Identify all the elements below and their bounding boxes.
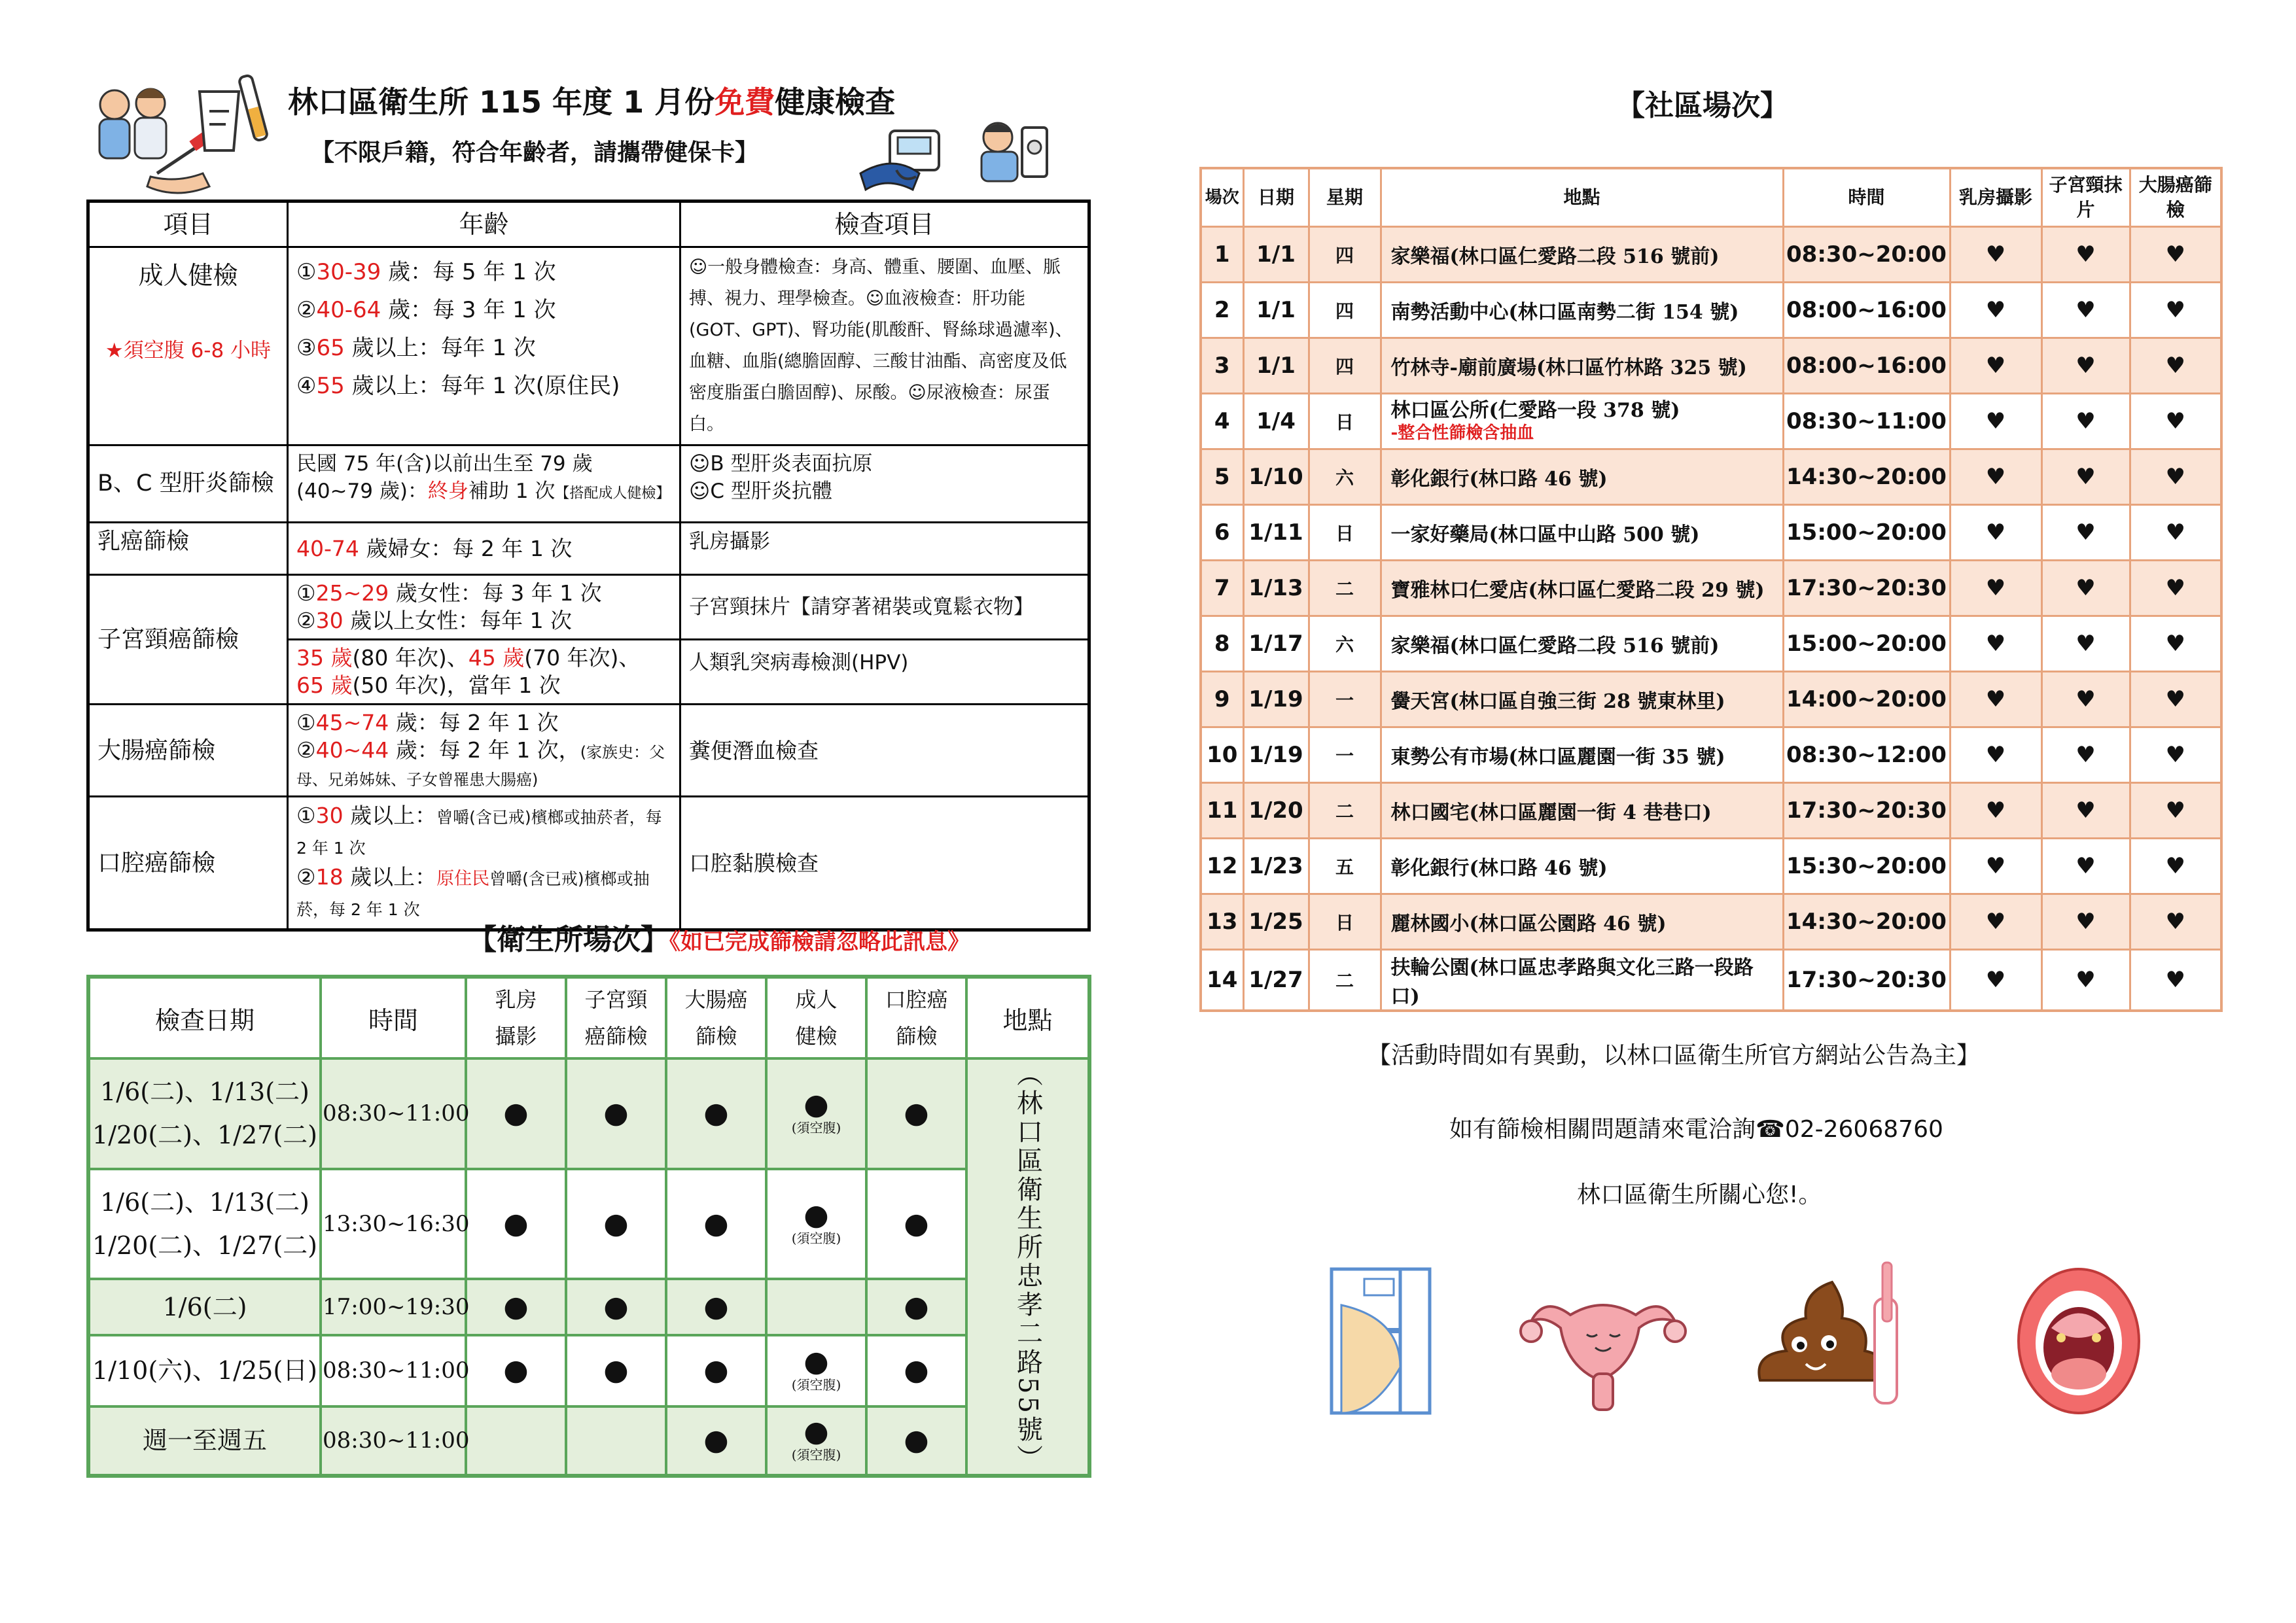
comm-place: 彰化銀行(林口路 46 號) <box>1381 839 1783 894</box>
comm-no: 8 <box>1201 616 1243 672</box>
comm-place: 扶輪公園(林口區忠孝路與文化三路一段路口) <box>1381 950 1783 1011</box>
comm-no: 11 <box>1201 783 1243 839</box>
exam-name-oral: 口腔癌篩檢 <box>88 797 288 930</box>
exam-row-colon <box>88 705 1089 797</box>
adult-age-2: ②40-64 歲：每 3 年 1 次 <box>296 297 556 323</box>
comm-no: 14 <box>1201 950 1243 1011</box>
page-title <box>288 79 895 122</box>
community-row <box>1201 505 2221 561</box>
cervical-item-1: 子宮頸抹片【請穿著裙裝或寬鬆衣物】 <box>680 575 1089 640</box>
adult-items: ☺一般身體檢查：身高、體重、腰圍、血壓、脈搏、視力、理學檢查。☺血液檢查：肝功能(GOT、GPT)、腎功能(肌酸酐、腎絲球過濾率)、血糖、血脂(總膽固醇、三酸甘油酯、高密度及低密度脂蛋白膽固醇)、尿酸。☺尿液檢查：尿蛋白。 <box>680 247 1089 445</box>
exam-name-hepatitis: B、C 型肝炎篩檢 <box>88 445 288 523</box>
comm-date: 1/25 <box>1243 894 1309 950</box>
comm-date: 1/1 <box>1243 338 1309 394</box>
exam-name-breast: 乳癌篩檢 <box>88 523 288 575</box>
heart-icon: ♥ <box>2041 505 2130 561</box>
exam-table <box>86 200 1091 932</box>
community-row <box>1201 672 2221 727</box>
heart-icon: ♥ <box>1950 727 2041 783</box>
clinic-mark: ● <box>866 1169 966 1280</box>
oral-age-1: ①30 歲以上：曾嚼(含已戒)檳榔或抽菸者，每 2 年 1 次 <box>296 803 662 858</box>
cervical-item-2: 人類乳突病毒檢測(HPV) <box>680 640 1089 705</box>
comm-weekday: 四 <box>1309 283 1381 338</box>
clinic-mark: ● <box>466 1279 566 1335</box>
clinic-header-oral: 口腔癌 篩檢 <box>866 977 966 1058</box>
comm-place: 彰化銀行(林口路 46 號) <box>1381 449 1783 505</box>
clinic-row <box>88 1058 1089 1169</box>
exam-header-item: 項目 <box>88 201 288 247</box>
notice-text: 【活動時間如有異動，以林口區衛生所官方網站公告為主】 <box>1368 1042 1981 1069</box>
heart-icon: ♥ <box>1950 561 2041 616</box>
exam-row-hepatitis <box>88 445 1089 523</box>
clinic-header-time: 時間 <box>321 977 466 1058</box>
heart-icon: ♥ <box>2041 839 2130 894</box>
heart-icon: ♥ <box>1950 616 2041 672</box>
oral-age-2: ②18 歲以上：原住民曾嚼(含已戒)檳榔或抽菸，每 2 年 1 次 <box>296 864 650 919</box>
comm-time: 14:30~20:00 <box>1783 449 1950 505</box>
breast-age: 40-74 歲婦女：每 2 年 1 次 <box>288 523 680 575</box>
clinic-header-breast: 乳房 攝影 <box>466 977 566 1058</box>
uterus-icon <box>1518 1276 1688 1413</box>
exam-row-breast <box>88 523 1089 575</box>
comm-no: 12 <box>1201 839 1243 894</box>
clinic-time: 13:30~16:30 <box>321 1169 466 1280</box>
heart-icon: ♥ <box>1950 283 2041 338</box>
heart-icon: ♥ <box>1950 783 2041 839</box>
comm-no: 1 <box>1201 227 1243 283</box>
cervical-age-1: ①25~29 歲女性：每 3 年 1 次 <box>296 580 602 606</box>
title-suffix: 健康檢查 <box>775 84 896 120</box>
contact-text: 如有篩檢相關問題請來電洽詢☎02-26068760 <box>1449 1116 1943 1143</box>
comm-time: 17:30~20:30 <box>1783 950 1950 1011</box>
heart-icon: ♥ <box>2041 227 2130 283</box>
heart-icon: ♥ <box>2130 894 2221 950</box>
clinic-mark: ● <box>866 1058 966 1169</box>
exam-name-cervical: 子宮頸癌篩檢 <box>88 575 288 705</box>
community-row <box>1201 449 2221 505</box>
oral-item: 口腔黏膜檢查 <box>680 797 1089 930</box>
comm-time: 08:00~16:00 <box>1783 283 1950 338</box>
hep-item-2: ☺C 型肝炎抗體 <box>689 480 832 503</box>
comm-no: 7 <box>1201 561 1243 616</box>
comm-header-colon: 大腸癌篩檢 <box>2130 168 2221 227</box>
comm-weekday: 六 <box>1309 449 1381 505</box>
heart-icon: ♥ <box>1950 338 2041 394</box>
heart-icon: ♥ <box>2130 839 2221 894</box>
community-title: 【社區場次】 <box>1616 89 1789 122</box>
heart-icon: ♥ <box>2041 338 2130 394</box>
clinic-mark: ● <box>866 1279 966 1335</box>
comm-weekday: 二 <box>1309 561 1381 616</box>
community-row <box>1201 394 2221 449</box>
heart-icon: ♥ <box>2130 950 2221 1011</box>
clinic-date: 1/6(二)、1/13(二) 1/20(二)、1/27(二) <box>88 1058 321 1169</box>
comm-time: 15:00~20:00 <box>1783 505 1950 561</box>
clinic-mark: ● (須空腹) <box>766 1058 866 1169</box>
exam-row-cervical <box>88 575 1089 640</box>
comm-header-place: 地點 <box>1381 168 1783 227</box>
colon-age-1: ①45~74 歲：每 2 年 1 次 <box>296 710 559 735</box>
heart-icon: ♥ <box>1950 227 2041 283</box>
community-schedule-table <box>1199 167 2223 1012</box>
clinic-mark: ● <box>866 1406 966 1476</box>
title-prefix: 林口區衛生所 115 年度 1 月份 <box>288 84 715 120</box>
comm-weekday: 四 <box>1309 227 1381 283</box>
comm-place: 東勢公有市場(林口區麗園一街 35 號) <box>1381 727 1783 783</box>
heart-icon: ♥ <box>2130 727 2221 783</box>
clinic-time: 08:30~11:00 <box>321 1335 466 1406</box>
clinic-time: 17:00~19:30 <box>321 1279 466 1335</box>
comm-header-weekday: 星期 <box>1309 168 1381 227</box>
exam-row-oral <box>88 797 1089 930</box>
comm-place: 林口區公所(仁愛路一段 378 號) -整合性篩檢含抽血 <box>1381 394 1783 449</box>
comm-weekday: 一 <box>1309 727 1381 783</box>
clinic-mark: ● <box>666 1406 766 1476</box>
comm-date: 1/4 <box>1243 394 1309 449</box>
exam-header-age: 年齡 <box>288 201 680 247</box>
comm-header-time: 時間 <box>1783 168 1950 227</box>
comm-no: 13 <box>1201 894 1243 950</box>
heart-icon: ♥ <box>2041 561 2130 616</box>
comm-weekday: 二 <box>1309 783 1381 839</box>
comm-time: 17:30~20:30 <box>1783 783 1950 839</box>
heart-icon: ♥ <box>1950 394 2041 449</box>
clinic-mark: ● (須空腹) <box>766 1335 866 1406</box>
comm-weekday: 二 <box>1309 950 1381 1011</box>
comm-place: 一家好藥局(林口區中山路 500 號) <box>1381 505 1783 561</box>
comm-weekday: 日 <box>1309 894 1381 950</box>
care-text: 林口區衛生所關心您!。 <box>1577 1181 1822 1208</box>
clinic-schedule-table <box>86 975 1091 1478</box>
clinic-mark: ● <box>666 1335 766 1406</box>
comm-no: 6 <box>1201 505 1243 561</box>
comm-date: 1/13 <box>1243 561 1309 616</box>
exam-name-adult: 成人健檢 <box>138 261 238 290</box>
heart-icon: ♥ <box>2041 672 2130 727</box>
comm-date: 1/19 <box>1243 727 1309 783</box>
page-subtitle: 【不限戶籍，符合年齡者，請攜帶健保卡】 <box>311 139 759 166</box>
cervical-age-2: ②30 歲以上女性：每年 1 次 <box>296 608 573 633</box>
clinic-row <box>88 1406 1089 1476</box>
exam-header-content: 檢查項目 <box>680 201 1089 247</box>
clinic-mark: ● <box>666 1058 766 1169</box>
heart-icon: ♥ <box>2130 616 2221 672</box>
comm-no: 4 <box>1201 394 1243 449</box>
clinic-mark: ● <box>466 1169 566 1280</box>
heart-icon: ♥ <box>1950 950 2041 1011</box>
heart-icon: ♥ <box>2041 950 2130 1011</box>
comm-date: 1/20 <box>1243 783 1309 839</box>
comm-date: 1/23 <box>1243 839 1309 894</box>
heart-icon: ♥ <box>2130 283 2221 338</box>
comm-weekday: 日 <box>1309 394 1381 449</box>
comm-time: 15:30~20:00 <box>1783 839 1950 894</box>
mammography-icon <box>1328 1266 1433 1416</box>
hpv-age: 35 歲(80 年次)、45 歲(70 年次)、 65 歲(50 年次)，當年 1 次 <box>288 640 680 705</box>
comm-header-breast: 乳房攝影 <box>1950 168 2041 227</box>
comm-time: 08:30~12:00 <box>1783 727 1950 783</box>
comm-time: 08:30~20:00 <box>1783 227 1950 283</box>
title-free: 免費 <box>715 84 775 120</box>
comm-weekday: 一 <box>1309 672 1381 727</box>
community-row <box>1201 894 2221 950</box>
comm-place: 南勢活動中心(林口區南勢二街 154 號) <box>1381 283 1783 338</box>
heart-icon: ♥ <box>2130 394 2221 449</box>
clinic-header-adult: 成人 健檢 <box>766 977 866 1058</box>
hep-item-1: ☺B 型肝炎表面抗原 <box>689 452 873 476</box>
community-row <box>1201 616 2221 672</box>
comm-weekday: 五 <box>1309 839 1381 894</box>
comm-no: 10 <box>1201 727 1243 783</box>
clinic-mark <box>766 1279 866 1335</box>
heart-icon: ♥ <box>2041 616 2130 672</box>
clinic-mark: ● <box>666 1279 766 1335</box>
clinic-title: 【衛生所場次】《如已完成篩檢請忽略此訊息》 <box>468 923 970 956</box>
hep-age-1: 民國 75 年(含)以前出生至 79 歲 <box>296 452 593 476</box>
clinic-mark: ● <box>566 1169 666 1280</box>
heart-icon: ♥ <box>1950 894 2041 950</box>
stool-sample-icon <box>1747 1259 1917 1406</box>
colon-item: 糞便潛血檢查 <box>680 705 1089 797</box>
adult-age-1: ①30-39 歲：每 5 年 1 次 <box>296 259 556 285</box>
comm-time: 08:00~16:00 <box>1783 338 1950 394</box>
heart-icon: ♥ <box>2041 283 2130 338</box>
heart-icon: ♥ <box>2130 338 2221 394</box>
comm-place: 黌天宮(林口區自強三街 28 號東林里) <box>1381 672 1783 727</box>
clinic-mark <box>466 1406 566 1476</box>
clinic-mark <box>566 1406 666 1476</box>
comm-date: 1/19 <box>1243 672 1309 727</box>
clinic-row <box>88 1279 1089 1335</box>
community-row <box>1201 338 2221 394</box>
community-row <box>1201 283 2221 338</box>
comm-weekday: 日 <box>1309 505 1381 561</box>
heart-icon: ♥ <box>1950 449 2041 505</box>
comm-time: 15:00~20:00 <box>1783 616 1950 672</box>
clinic-mark: ● <box>566 1335 666 1406</box>
clinic-date: 1/6(二) <box>88 1279 321 1335</box>
clinic-mark: ● (須空腹) <box>766 1169 866 1280</box>
clinic-date: 週一至週五 <box>88 1406 321 1476</box>
exam-row-adult <box>88 247 1089 445</box>
comm-header-no: 場次 <box>1201 168 1243 227</box>
heart-icon: ♥ <box>2130 561 2221 616</box>
clinic-mark: ● <box>466 1058 566 1169</box>
exam-name-colon: 大腸癌篩檢 <box>88 705 288 797</box>
mouth-icon <box>2015 1266 2143 1416</box>
clinic-time: 08:30~11:00 <box>321 1058 466 1169</box>
comm-place: 竹林寺-廟前廣場(林口區竹林路 325 號) <box>1381 338 1783 394</box>
hep-age-2: (40~79 歲)：終身補助 1 次【搭配成人健檢】 <box>296 480 671 503</box>
clinic-location: （林口區衛生所忠孝二路55號） <box>966 1058 1089 1476</box>
comm-time: 14:00~20:00 <box>1783 672 1950 727</box>
comm-date: 1/11 <box>1243 505 1309 561</box>
comm-no: 2 <box>1201 283 1243 338</box>
clinic-mark: ● <box>866 1335 966 1406</box>
comm-place: 林口國宅(林口區麗園一街 4 巷巷口) <box>1381 783 1783 839</box>
clinic-mark: ● <box>566 1279 666 1335</box>
community-row <box>1201 839 2221 894</box>
blood-test-icon <box>193 72 272 157</box>
clinic-header-colon: 大腸癌 篩檢 <box>666 977 766 1058</box>
heart-icon: ♥ <box>2130 449 2221 505</box>
comm-no: 9 <box>1201 672 1243 727</box>
comm-time: 14:30~20:00 <box>1783 894 1950 950</box>
heart-icon: ♥ <box>2130 227 2221 283</box>
adult-age-4: ④55 歲以上：每年 1 次(原住民) <box>296 373 620 399</box>
community-row <box>1201 950 2221 1011</box>
comm-date: 1/10 <box>1243 449 1309 505</box>
community-row <box>1201 227 2221 283</box>
heart-icon: ♥ <box>2041 727 2130 783</box>
heart-icon: ♥ <box>1950 505 2041 561</box>
heart-icon: ♥ <box>1950 839 2041 894</box>
fasting-note: ★須空腹 6-8 小時 <box>105 339 272 362</box>
comm-place: 家樂福(林口區仁愛路二段 516 號前) <box>1381 227 1783 283</box>
community-row <box>1201 561 2221 616</box>
heart-icon: ♥ <box>2130 505 2221 561</box>
comm-weekday: 六 <box>1309 616 1381 672</box>
heart-icon: ♥ <box>1950 672 2041 727</box>
clinic-mark: ● <box>666 1169 766 1280</box>
clinic-date: 1/10(六)、1/25(日) <box>88 1335 321 1406</box>
comm-place: 家樂福(林口區仁愛路二段 516 號前) <box>1381 616 1783 672</box>
comm-place: 寶雅林口仁愛店(林口區仁愛路二段 29 號) <box>1381 561 1783 616</box>
comm-place: 麗林國小(林口區公園路 46 號) <box>1381 894 1783 950</box>
blood-pressure-icon <box>854 128 945 196</box>
clinic-mark: ● (須空腹) <box>766 1406 866 1476</box>
clinic-date: 1/6(二)、1/13(二) 1/20(二)、1/27(二) <box>88 1169 321 1280</box>
comm-weekday: 四 <box>1309 338 1381 394</box>
colon-age-2: ②40~44 歲：每 2 年 1 次，(家族史：父母、兄弟姊妹、子女曾罹患大腸癌) <box>296 737 665 789</box>
clinic-header-location: 地點 <box>966 977 1089 1058</box>
heart-icon: ♥ <box>2041 894 2130 950</box>
comm-date: 1/27 <box>1243 950 1309 1011</box>
comm-time: 08:30~11:00 <box>1783 394 1950 449</box>
comm-time: 17:30~20:30 <box>1783 561 1950 616</box>
breast-item: 乳房攝影 <box>680 523 1089 575</box>
heart-icon: ♥ <box>2041 394 2130 449</box>
comm-no: 5 <box>1201 449 1243 505</box>
heart-icon: ♥ <box>2041 783 2130 839</box>
comm-header-date: 日期 <box>1243 168 1309 227</box>
comm-date: 1/17 <box>1243 616 1309 672</box>
adult-age-3: ③65 歲以上：每年 1 次 <box>296 335 536 361</box>
clinic-time: 08:30~11:00 <box>321 1406 466 1476</box>
clinic-mark: ● <box>566 1058 666 1169</box>
community-row <box>1201 783 2221 839</box>
comm-date: 1/1 <box>1243 227 1309 283</box>
community-row <box>1201 727 2221 783</box>
comm-header-cervical: 子宮頸抹片 <box>2041 168 2130 227</box>
heart-icon: ♥ <box>2041 449 2130 505</box>
clinic-mark: ● <box>466 1335 566 1406</box>
heart-icon: ♥ <box>2130 783 2221 839</box>
clinic-row <box>88 1169 1089 1280</box>
checkup-icon <box>975 118 1053 183</box>
clinic-header-date: 檢查日期 <box>88 977 321 1058</box>
heart-icon: ♥ <box>2130 672 2221 727</box>
comm-no: 3 <box>1201 338 1243 394</box>
clinic-row <box>88 1335 1089 1406</box>
comm-date: 1/1 <box>1243 283 1309 338</box>
clinic-header-cervical: 子宮頸 癌篩檢 <box>566 977 666 1058</box>
